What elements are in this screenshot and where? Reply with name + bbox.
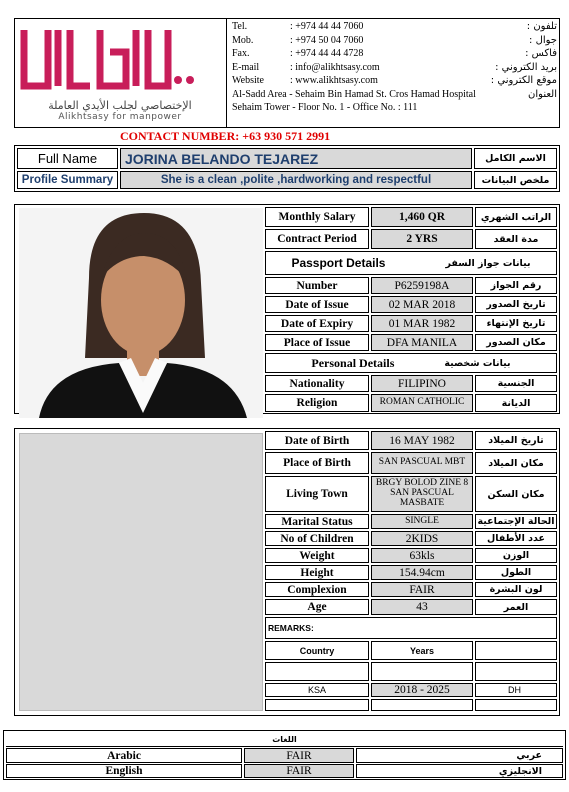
- weight-ar: الوزن: [475, 548, 557, 563]
- country-header: Country: [265, 641, 369, 660]
- contract-label: Contract Period: [265, 229, 369, 249]
- full-name-value: JORINA BELANDO TEJAREZ: [120, 148, 472, 169]
- passport-details-header: [265, 251, 557, 275]
- photo-placeholder: [19, 433, 263, 711]
- place-of-issue-value: DFA MANILA: [371, 334, 473, 351]
- contact-label-tel: Tel.: [232, 21, 248, 32]
- salary-label: Monthly Salary: [265, 207, 369, 227]
- contact-label-website: Website: [232, 75, 264, 86]
- children-ar: عدد الأطفال: [475, 531, 557, 546]
- height-ar: الطول: [475, 565, 557, 580]
- address-line-1: Al-Sadd Area - Sehaim Bin Hamad St. Cros Hamad Hospital: [232, 89, 476, 100]
- language-level: FAIR: [244, 764, 354, 778]
- contact-ar-fax: : فاكس: [525, 48, 557, 59]
- experience-country: KSA: [265, 683, 369, 697]
- passport-title: Passport Details: [291, 256, 386, 270]
- experience-blank-cell: [265, 699, 369, 711]
- living-town-ar: مكان السكن: [475, 476, 557, 512]
- experience-years: 2018 - 2025: [371, 683, 473, 697]
- marital-ar: الحالة الإجتماعية: [475, 514, 557, 529]
- dob-label: Date of Birth: [265, 431, 369, 450]
- expiry-date-label: Date of Expiry: [265, 315, 369, 332]
- contract-value: 2 YRS: [371, 229, 473, 249]
- contact-value-tel: : +974 44 44 7060: [290, 21, 364, 32]
- experience-blank-cell: [371, 699, 473, 711]
- languages-divider: [6, 746, 563, 747]
- experience-country: [265, 662, 369, 681]
- place-of-issue-ar: مكان الصدور: [475, 334, 557, 351]
- contact-ar-website: : موقع الكتروني: [490, 75, 557, 86]
- religion-ar: الديانة: [475, 394, 557, 412]
- weight-value: 63kls: [371, 548, 473, 563]
- complexion-ar: لون البشرة: [475, 582, 557, 597]
- experience-role: DH: [475, 683, 557, 697]
- age-label: Age: [265, 599, 369, 615]
- language-name: Arabic: [6, 748, 242, 763]
- living-town-label: Living Town: [265, 476, 369, 512]
- contact-value-website[interactable]: : www.alikhtsasy.com: [290, 75, 378, 86]
- passport-title-ar: بيانات جواز السفر: [445, 257, 531, 269]
- profile-summary-label: Profile Summary: [17, 171, 118, 189]
- contact-ar-tel: : تلفون: [526, 21, 557, 32]
- language-name-ar: الانجليزي: [356, 764, 563, 778]
- address-line-2: Sehaim Tower - Floor No. 1 - Office No. : 111: [232, 102, 418, 113]
- contact-value-mob: : +974 50 04 7060: [290, 35, 364, 46]
- contact-number: CONTACT NUMBER: +63 930 571 2991: [120, 129, 331, 143]
- experience-header-blank: [475, 641, 557, 660]
- passport-number-label: Number: [265, 277, 369, 294]
- pob-value: SAN PASCUAL MBT: [371, 452, 473, 474]
- experience-years: [371, 662, 473, 681]
- personal-details-header: [265, 353, 557, 373]
- nationality-ar: الجنسية: [475, 375, 557, 392]
- years-header: Years: [371, 641, 473, 660]
- contact-label-mob: Mob.: [232, 35, 254, 46]
- children-value: 2KIDS: [371, 531, 473, 546]
- languages-title: اللغات: [272, 734, 297, 744]
- contact-label-email: E-mail: [232, 62, 260, 73]
- language-name: English: [6, 764, 242, 778]
- expiry-date-value: 01 MAR 1982: [371, 315, 473, 332]
- religion-value: ROMAN CATHOLIC: [371, 394, 473, 412]
- nationality-label: Nationality: [265, 375, 369, 392]
- dob-ar: تاريخ الميلاد: [475, 431, 557, 450]
- salary-value: 1,460 QR: [371, 207, 473, 227]
- place-of-issue-label: Place of Issue: [265, 334, 369, 351]
- weight-label: Weight: [265, 548, 369, 563]
- personal-title: Personal Details: [311, 355, 395, 370]
- issue-date-ar: تاريخ الصدور: [475, 296, 557, 313]
- passport-number-value: P6259198A: [371, 277, 473, 294]
- language-level: FAIR: [244, 748, 354, 763]
- full-name-label: Full Name: [17, 148, 118, 169]
- full-name-ar: الاسم الكامل: [474, 148, 557, 169]
- experience-role: [475, 662, 557, 681]
- contract-ar: مدة العقد: [475, 229, 557, 249]
- profile-summary-value: She is a clean ,polite ,hardworking and respectful: [120, 171, 472, 189]
- logo-mark-icon: [18, 22, 222, 92]
- contact-ar-email: : بريد الكتروني: [495, 62, 557, 73]
- pob-label: Place of Birth: [265, 452, 369, 474]
- contact-ar-mob: : جوال: [529, 35, 557, 46]
- marital-label: Marital Status: [265, 514, 369, 529]
- height-value: 154.94cm: [371, 565, 473, 580]
- logo-tagline-arabic: الإختصاصي لجلب الأيدي العاملة: [48, 99, 192, 112]
- height-label: Height: [265, 565, 369, 580]
- marital-value: SINGLE: [371, 514, 473, 529]
- company-logo: [18, 22, 222, 124]
- complexion-value: FAIR: [371, 582, 473, 597]
- profile-summary-ar: ملخص البيانات: [474, 171, 557, 189]
- experience-blank-cell: [475, 699, 557, 711]
- issue-date-label: Date of Issue: [265, 296, 369, 313]
- personal-title-ar: بيانات شخصية: [444, 357, 511, 369]
- children-label: No of Children: [265, 531, 369, 546]
- passport-number-ar: رقم الجواز: [475, 277, 557, 294]
- salary-ar: الراتب الشهري: [475, 207, 557, 227]
- living-town-value: BRGY BOLOD ZINE 8 SAN PASCUAL MASBATE: [371, 476, 473, 512]
- nationality-value: FILIPINO: [371, 375, 473, 392]
- address-ar: العنوان: [528, 89, 557, 100]
- logo-tagline-english: Alikhtsasy for manpower: [58, 112, 182, 122]
- remarks-label: REMARKS:: [265, 617, 557, 639]
- expiry-date-ar: تاريخ الإنتهاء: [475, 315, 557, 332]
- contact-value-email[interactable]: : info@alikhtsasy.com: [290, 62, 380, 73]
- contact-label-fax: Fax.: [232, 48, 250, 59]
- age-value: 43: [371, 599, 473, 615]
- dob-value: 16 MAY 1982: [371, 431, 473, 450]
- contact-value-fax: : +974 44 44 4728: [290, 48, 364, 59]
- complexion-label: Complexion: [265, 582, 369, 597]
- language-name-ar: عربي: [356, 748, 563, 763]
- header-divider: [226, 18, 227, 128]
- religion-label: Religion: [265, 394, 369, 412]
- age-ar: العمر: [475, 599, 557, 615]
- pob-ar: مكان الميلاد: [475, 452, 557, 474]
- issue-date-value: 02 MAR 2018: [371, 296, 473, 313]
- candidate-photo: [19, 208, 263, 418]
